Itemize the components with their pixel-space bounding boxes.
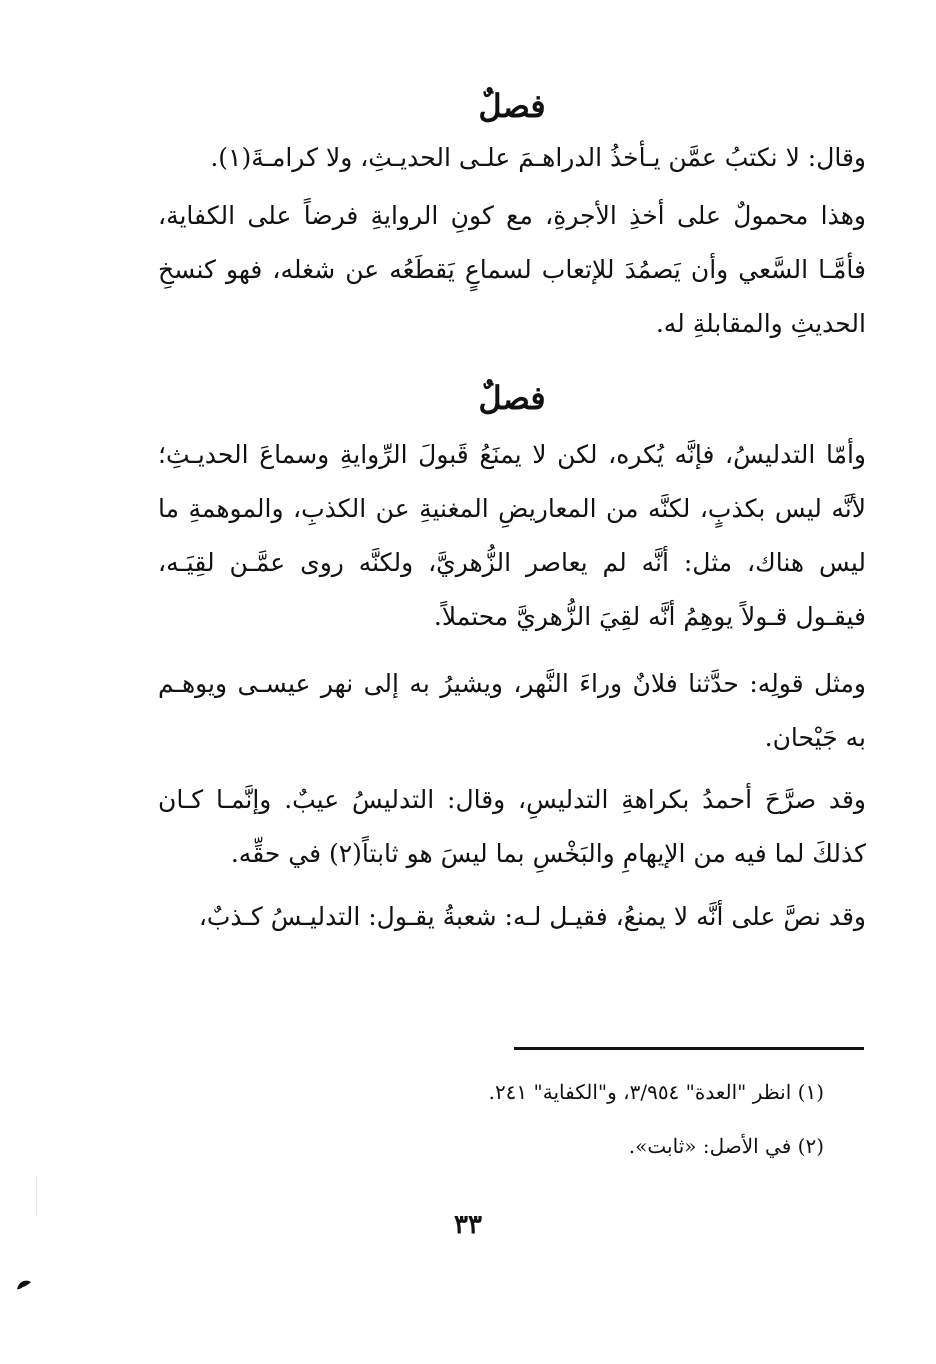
paragraph: وقال: لا نكتبُ عمَّن يـأخذُ الدراهـمَ علـى الحديـثِ، ولا كرامـةَ(١). [210,143,866,172]
footnote: (٢) في الأصل: «ثابت». [628,1134,824,1158]
paragraph: وأمّا التدليسُ، فإنَّه يُكره، لكن لا يمنَعُ قَبولَ الرِّوايةِ وسماعَ الحديـثِ؛ لأنَّه ليس بكذبٍ، لكنَّه من المعاريضِ المغنيةِ عن الكذبِ، والموهمةِ ما ليس هناك، مثل: أنَّه لم يعاصر الزُّهريَّ، ولكنَّه روى عمَّـن لقِيَـه، فيقـول قـولاً يوهِمُ أنَّه لقِيَ الزُّهريَّ محتملاً. [158,440,866,631]
paragraph: وقد صرَّحَ أحمدُ بكراهةِ التدليسِ، وقال: التدليسُ عيبٌ. وإنَّمـا كـان كذلكَ لما فيه من الإيهامِ والبَخْسِ بما ليسَ هو ثابتاً(٢) في حقِّه. [158,785,866,868]
section-heading: فصلٌ [478,379,546,417]
scan-blot-icon [14,1277,34,1293]
section-heading: فصلٌ [478,87,546,125]
footnote-separator [514,1047,864,1050]
page-number: ٣٣ [454,1210,482,1240]
footnote: (١) انظر "العدة" ٣/٩٥٤، و"الكفاية" ٢٤١. [488,1080,824,1104]
scan-edge-line [36,1176,37,1216]
paragraph: وقد نصَّ على أنَّه لا يمنعُ، فقيـل لـه: شعبةُ يقـول: التدليـسُ كـذبٌ، [198,902,866,931]
paragraph: ومثل قولِه: حدَّثنا فلانٌ وراءَ النَّهر، ويشيرُ به إلى نهر عيسـى ويوهـم به جَيْحان. [158,669,866,752]
paragraph: وهذا محمولٌ على أخذِ الأجرةِ، مع كونِ الروايةِ فرضاً على الكفاية، فأمَّـا السَّعي وأن يَصمُدَ للإتعاب لسماعٍ يَقطَعُه عن شغله، فهو كنسخِ الحديثِ والمقابلةِ له. [158,201,866,338]
